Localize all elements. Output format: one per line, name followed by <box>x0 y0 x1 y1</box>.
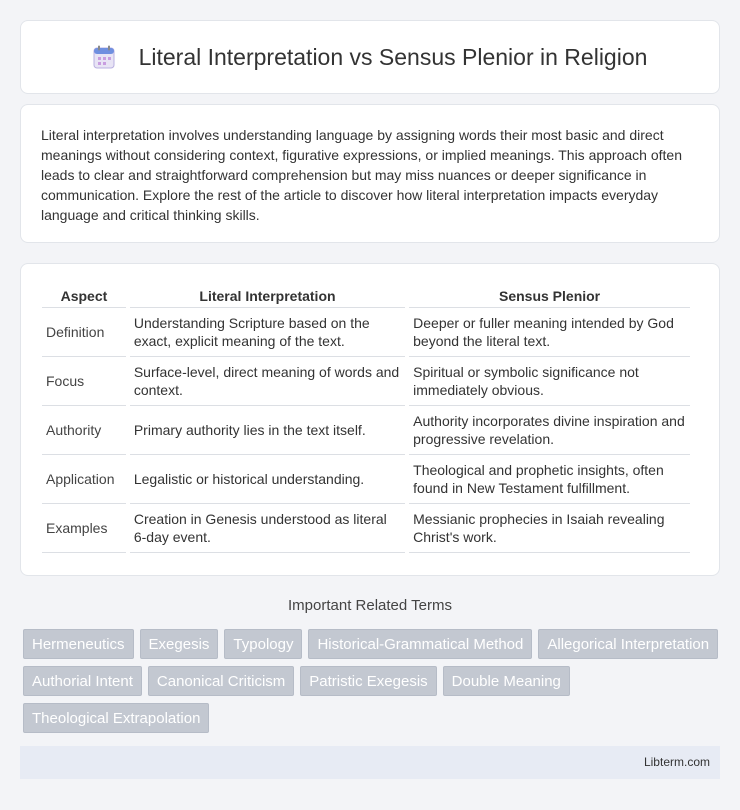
term-tag-canonical-criticism[interactable]: Canonical Criticism <box>148 666 294 696</box>
table-row <box>42 308 690 357</box>
term-tag-historical-grammatical-method[interactable]: Historical-Grammatical Method <box>308 629 532 659</box>
row-aspect: Focus <box>42 357 126 406</box>
term-tag-patristic-exegesis[interactable]: Patristic Exegesis <box>300 666 436 696</box>
row-aspect: Definition <box>42 308 126 357</box>
page-title: Literal Interpretation vs Sensus Plenior in Religion <box>138 43 648 70</box>
related-terms-list <box>23 629 723 733</box>
calendar-icon <box>93 45 115 69</box>
column-header-sensus: Sensus Plenior <box>409 284 690 308</box>
table-row <box>42 406 690 455</box>
title-card <box>20 20 720 94</box>
table-header-row <box>42 284 690 308</box>
term-tag-double-meaning[interactable]: Double Meaning <box>443 666 570 696</box>
term-tag-authorial-intent[interactable]: Authorial Intent <box>23 666 142 696</box>
footer-brand-link[interactable]: Libterm.com <box>643 755 710 769</box>
term-tag-hermeneutics[interactable]: Hermeneutics <box>23 629 134 659</box>
term-tag-typology[interactable]: Typology <box>224 629 302 659</box>
column-header-literal: Literal Interpretation <box>130 284 405 308</box>
comparison-card <box>20 263 720 576</box>
term-tag-exegesis[interactable]: Exegesis <box>140 629 219 659</box>
row-aspect: Examples <box>42 504 126 553</box>
row-sensus: Spiritual or symbolic significance not immediately obvious. <box>409 357 690 406</box>
intro-card <box>20 104 720 243</box>
term-tag-allegorical-interpretation[interactable]: Allegorical Interpretation <box>538 629 718 659</box>
related-terms-title: Important Related Terms <box>288 597 452 614</box>
column-header-aspect: Aspect <box>42 284 126 308</box>
row-sensus: Messianic prophecies in Isaiah revealing Christ's work. <box>409 504 690 553</box>
row-literal: Understanding Scripture based on the exact, explicit meaning of the text. <box>130 308 405 357</box>
row-sensus: Theological and prophetic insights, often found in New Testament fulfillment. <box>409 455 690 504</box>
row-aspect: Application <box>42 455 126 504</box>
footer <box>20 746 720 779</box>
row-sensus: Deeper or fuller meaning intended by God beyond the literal text. <box>409 308 690 357</box>
row-literal: Surface-level, direct meaning of words and context. <box>130 357 405 406</box>
comparison-table <box>38 284 694 553</box>
row-literal: Creation in Genesis understood as literal 6-day event. <box>130 504 405 553</box>
row-sensus: Authority incorporates divine inspiration and progressive revelation. <box>409 406 690 455</box>
table-row <box>42 357 690 406</box>
row-aspect: Authority <box>42 406 126 455</box>
table-row <box>42 455 690 504</box>
table-row <box>42 504 690 553</box>
intro-text: Literal interpretation involves understanding language by assigning words their most basic and direct meanings without considering context, figurative expressions, or implied meanings. This approach often leads to clear and straightforward comprehension but may miss nuances or deeper significance in communication. Explore the rest of the article to discover how literal interpretation impacts everyday language and critical thinking skills. <box>41 127 682 223</box>
row-literal: Primary authority lies in the text itself. <box>130 406 405 455</box>
term-tag-theological-extrapolation[interactable]: Theological Extrapolation <box>23 703 209 733</box>
row-literal: Legalistic or historical understanding. <box>130 455 405 504</box>
